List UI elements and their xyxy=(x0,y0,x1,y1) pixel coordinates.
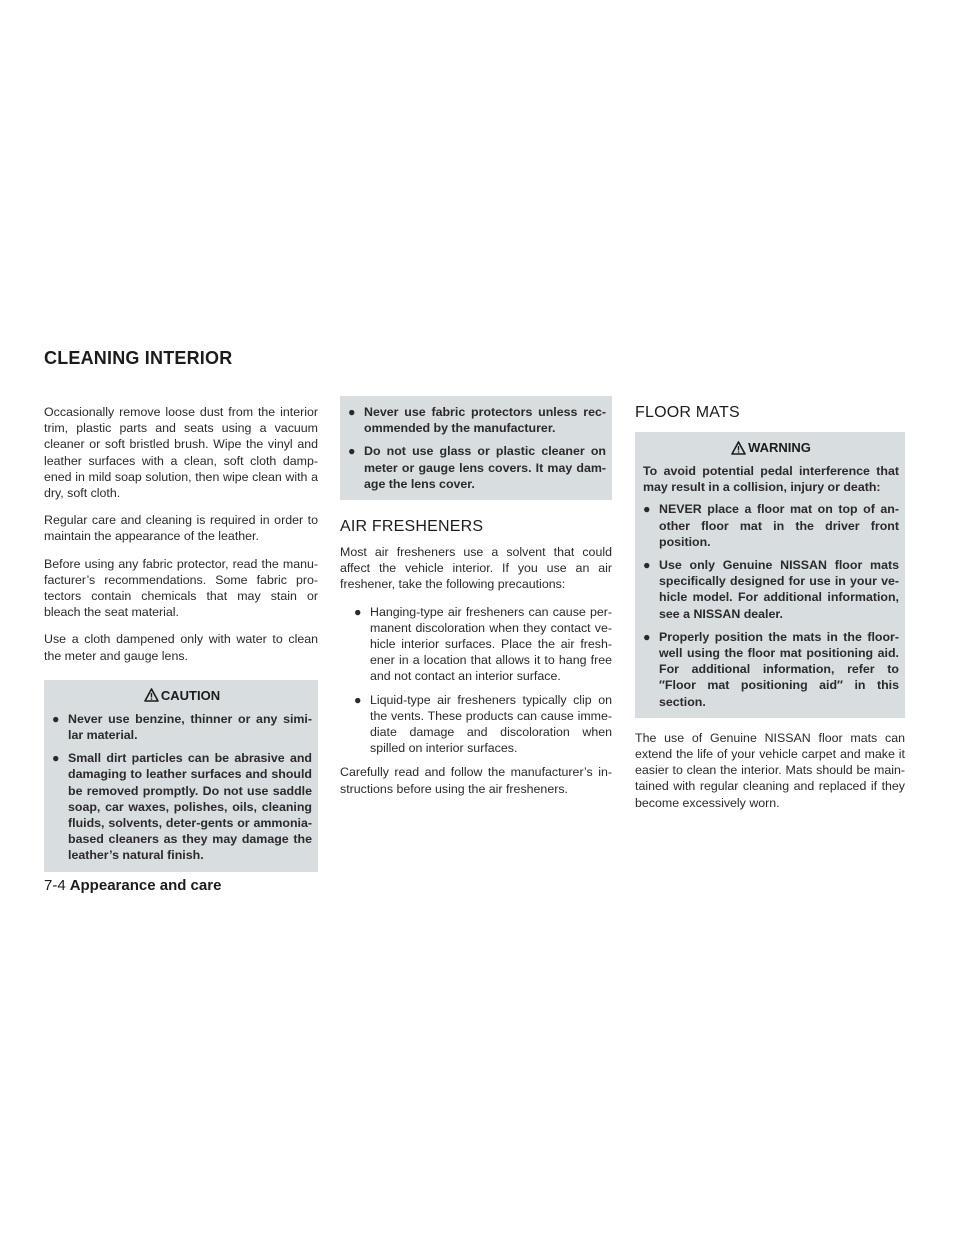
column-2 xyxy=(340,404,612,808)
list-item-text: Liquid-type air fresheners typically clip on the vents. These products can cause imme-diate damage and discoloration when spilled on interior surfaces. xyxy=(370,692,612,756)
list-item-text: Never use benzine, thinner or any simi-lar material. xyxy=(68,711,312,743)
list-item-text: Properly position the mats in the floor-well using the floor mat positioning aid. For additional information, refer to ″Floor mat positioning aid″ in this section. xyxy=(659,629,899,709)
warning-triangle-icon xyxy=(731,441,746,455)
page-footer xyxy=(44,877,221,894)
list-item xyxy=(348,443,606,492)
paragraph: The use of Genuine NISSAN floor mats can extend the life of your vehicle carpet and make it easier to clean the interior. Mats should be main-tained with regular cleaning and replaced if they become excessively worn. xyxy=(635,730,905,810)
paragraph: Carefully read and follow the manufacturer’s in-structions before using the air fresheners. xyxy=(340,765,612,796)
list-item xyxy=(643,629,899,710)
list-item-text: Use only Genuine NISSAN floor mats specifically designed for use in your ve-hicle model. For additional information, see a NISSAN dealer. xyxy=(659,558,899,621)
bullet: ● xyxy=(354,604,362,619)
paragraph: Use a cloth dampened only with water to clean the meter and gauge lens. xyxy=(44,632,318,663)
caution-list xyxy=(52,711,312,864)
caution-box-continued xyxy=(340,396,612,500)
paragraph: Regular care and cleaning is required in order to maintain the appearance of the leather. xyxy=(44,513,318,544)
caution-title: CAUTION xyxy=(160,687,221,703)
bullet: ● xyxy=(354,692,362,707)
paragraph: Before using any fabric protector, read the manu-facturer’s recommendations. Some fabric pro-tectors contain chemicals that may stain or bleach the seat material. xyxy=(44,556,318,620)
list-item-text: Never use fabric protectors unless rec-ommended by the manufacturer. xyxy=(364,405,606,436)
list-item-text: Do not use glass or plastic cleaner on meter or gauge lens covers. It may dam-age the lens cover. xyxy=(364,444,606,491)
bullet: ● xyxy=(643,558,651,573)
caution-list-continued xyxy=(348,404,606,492)
list-item xyxy=(643,501,899,550)
warning-box xyxy=(635,432,905,718)
bullet: ● xyxy=(348,405,356,419)
list-item-text: Hanging-type air fresheners can cause per-manent discoloration when they contact ve-hicle interior surfaces. Place the air fresh-ener in a location that allows it to hang free and not contact an interior surface. xyxy=(370,604,612,684)
page-number: 7-4 xyxy=(44,877,66,894)
column-1 xyxy=(44,404,318,884)
warning-list xyxy=(643,501,899,709)
list-item xyxy=(52,750,312,863)
bullet: ● xyxy=(643,629,651,644)
warning-header xyxy=(643,440,899,455)
section-title: CLEANING INTERIOR xyxy=(44,348,233,368)
warning-triangle-icon xyxy=(144,688,159,702)
bullet: ● xyxy=(52,711,60,726)
list-item-text: NEVER place a floor mat on top of an-other floor mat in the driver front position. xyxy=(659,502,899,549)
list-item xyxy=(354,692,612,757)
bullet: ● xyxy=(643,502,651,517)
caution-header xyxy=(52,688,312,703)
list-item xyxy=(348,404,606,436)
caution-box xyxy=(44,680,318,872)
bullet: ● xyxy=(348,444,356,459)
floor-mats-heading: FLOOR MATS xyxy=(635,404,740,421)
air-fresheners-heading: AIR FRESHENERS xyxy=(340,518,484,536)
paragraph: Most air fresheners use a solvent that could affect the vehicle interior. If you use an air freshener, take the following precautions: xyxy=(340,545,612,592)
list-item xyxy=(643,557,899,622)
air-freshener-list xyxy=(340,604,612,757)
warning-title: WARNING xyxy=(748,440,811,455)
list-item xyxy=(354,604,612,685)
list-item-text: Small dirt particles can be abrasive and damaging to leather surfaces and should be removed promptly. Do not use saddle soap, car waxes, polishes, oils, cleaning fluids, solvents, deter-gents or ammonia-based cleaners as they may damage the leather’s natural finish. xyxy=(68,751,312,863)
column-3 xyxy=(635,404,905,822)
chapter-title: Appearance and care xyxy=(69,877,222,894)
list-item xyxy=(52,711,312,743)
bullet: ● xyxy=(52,751,60,766)
warning-intro: To avoid potential pedal interference that may result in a collision, injury or death: xyxy=(643,464,899,495)
paragraph: Occasionally remove loose dust from the interior trim, plastic parts and seats using a vacuum cleaner or soft bristled brush. Wipe the vinyl and leather surfaces with a clean, soft cloth damp-ened in mild soap solution, then wipe clean with a dry, soft cloth. xyxy=(44,405,318,501)
